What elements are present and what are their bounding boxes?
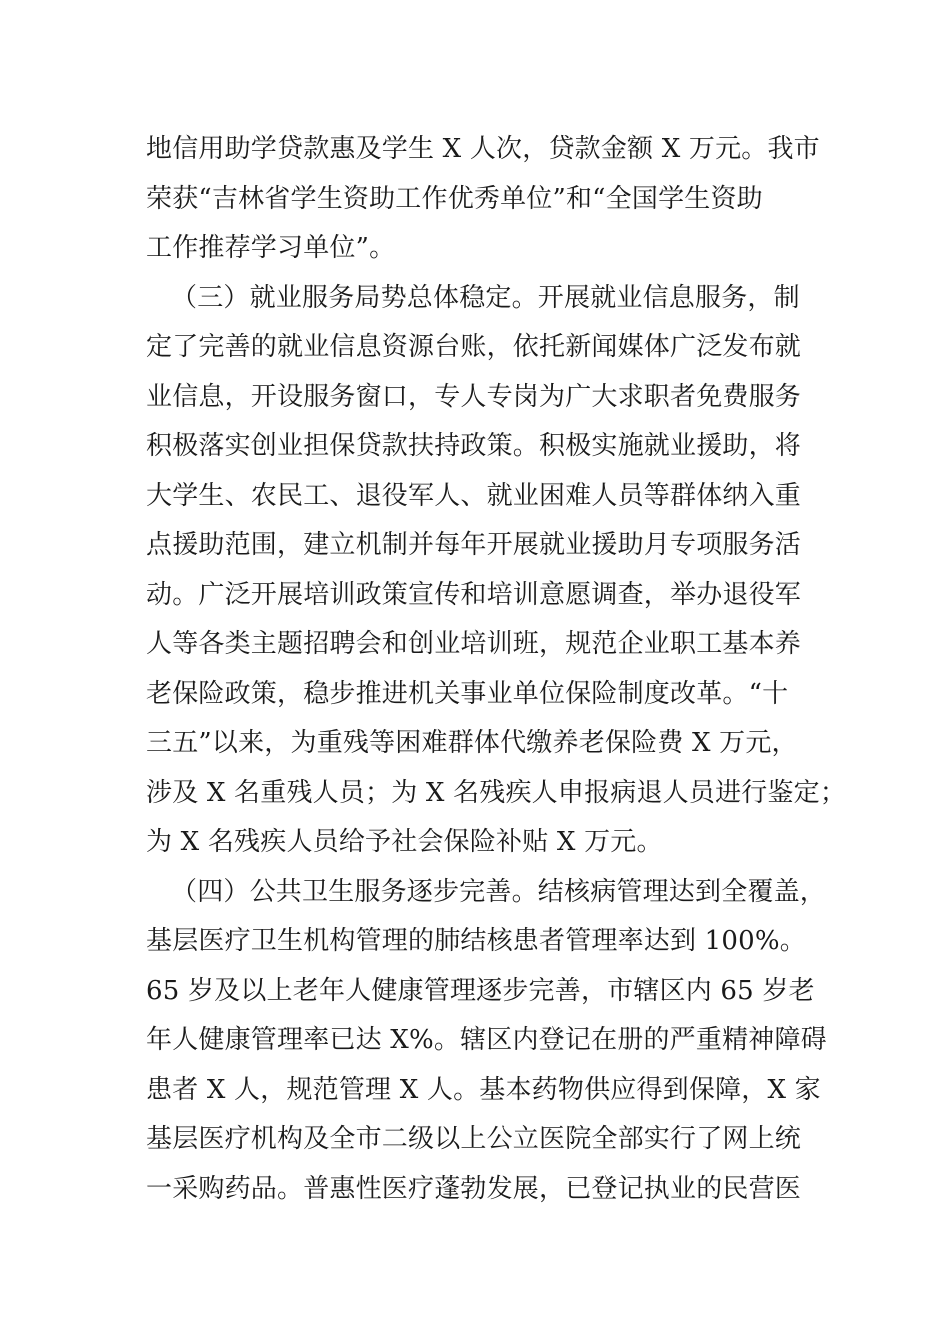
text-line: 点援助范围，建立机制并每年开展就业援助月专项服务活: [146, 530, 802, 560]
text-line: 一采购药品。普惠性医疗蓬勃发展，已登记执业的民营医: [146, 1174, 802, 1204]
text-line: 患者 X 人，规范管理 X 人。基本药物供应得到保障，X 家: [146, 1075, 821, 1105]
text-line: 业信息，开设服务窗口，专人专岗为广大求职者免费服务: [146, 382, 802, 412]
text-line: 老保险政策，稳步推进机关事业单位保险制度改革。“十: [146, 679, 789, 709]
text-line: 积极落实创业担保贷款扶持政策。积极实施就业援助，将: [146, 431, 802, 461]
text-line: 荣获“吉林省学生资助工作优秀单位”和“全国学生资助: [146, 184, 763, 214]
text-line: 基层医疗卫生机构管理的肺结核患者管理率达到 100%。: [146, 926, 806, 956]
text-line: 工作推荐学习单位”。: [146, 233, 396, 263]
text-line: 大学生、农民工、退役军人、就业困难人员等群体纳入重: [146, 481, 802, 511]
text-line: 基层医疗机构及全市二级以上公立医院全部实行了网上统: [146, 1124, 802, 1154]
text-line: 人等各类主题招聘会和创业培训班，规范企业职工基本养: [146, 629, 802, 659]
text-line: （四）公共卫生服务逐步完善。结核病管理达到全覆盖，: [171, 877, 827, 907]
text-line: 定了完善的就业信息资源台账，依托新闻媒体广泛发布就: [146, 332, 802, 362]
text-line: 动。广泛开展培训政策宣传和培训意愿调查，举办退役军: [146, 580, 802, 610]
text-line: （三）就业服务局势总体稳定。开展就业信息服务，制: [171, 283, 800, 313]
text-line: 地信用助学贷款惠及学生 X 人次，贷款金额 X 万元。我市: [146, 134, 820, 164]
text-line: 涉及 X 名重残人员；为 X 名残疾人申报病退人员进行鉴定；: [146, 778, 847, 808]
text-line: 三五”以来，为重残等困难群体代缴养老保险费 X 万元，: [146, 728, 798, 758]
text-line: 65 岁及以上老年人健康管理逐步完善，市辖区内 65 岁老: [146, 976, 815, 1006]
text-line: 年人健康管理率已达 X%。辖区内登记在册的严重精神障碍: [146, 1025, 827, 1055]
text-line: 为 X 名残疾人员给予社会保险补贴 X 万元。: [146, 827, 663, 857]
